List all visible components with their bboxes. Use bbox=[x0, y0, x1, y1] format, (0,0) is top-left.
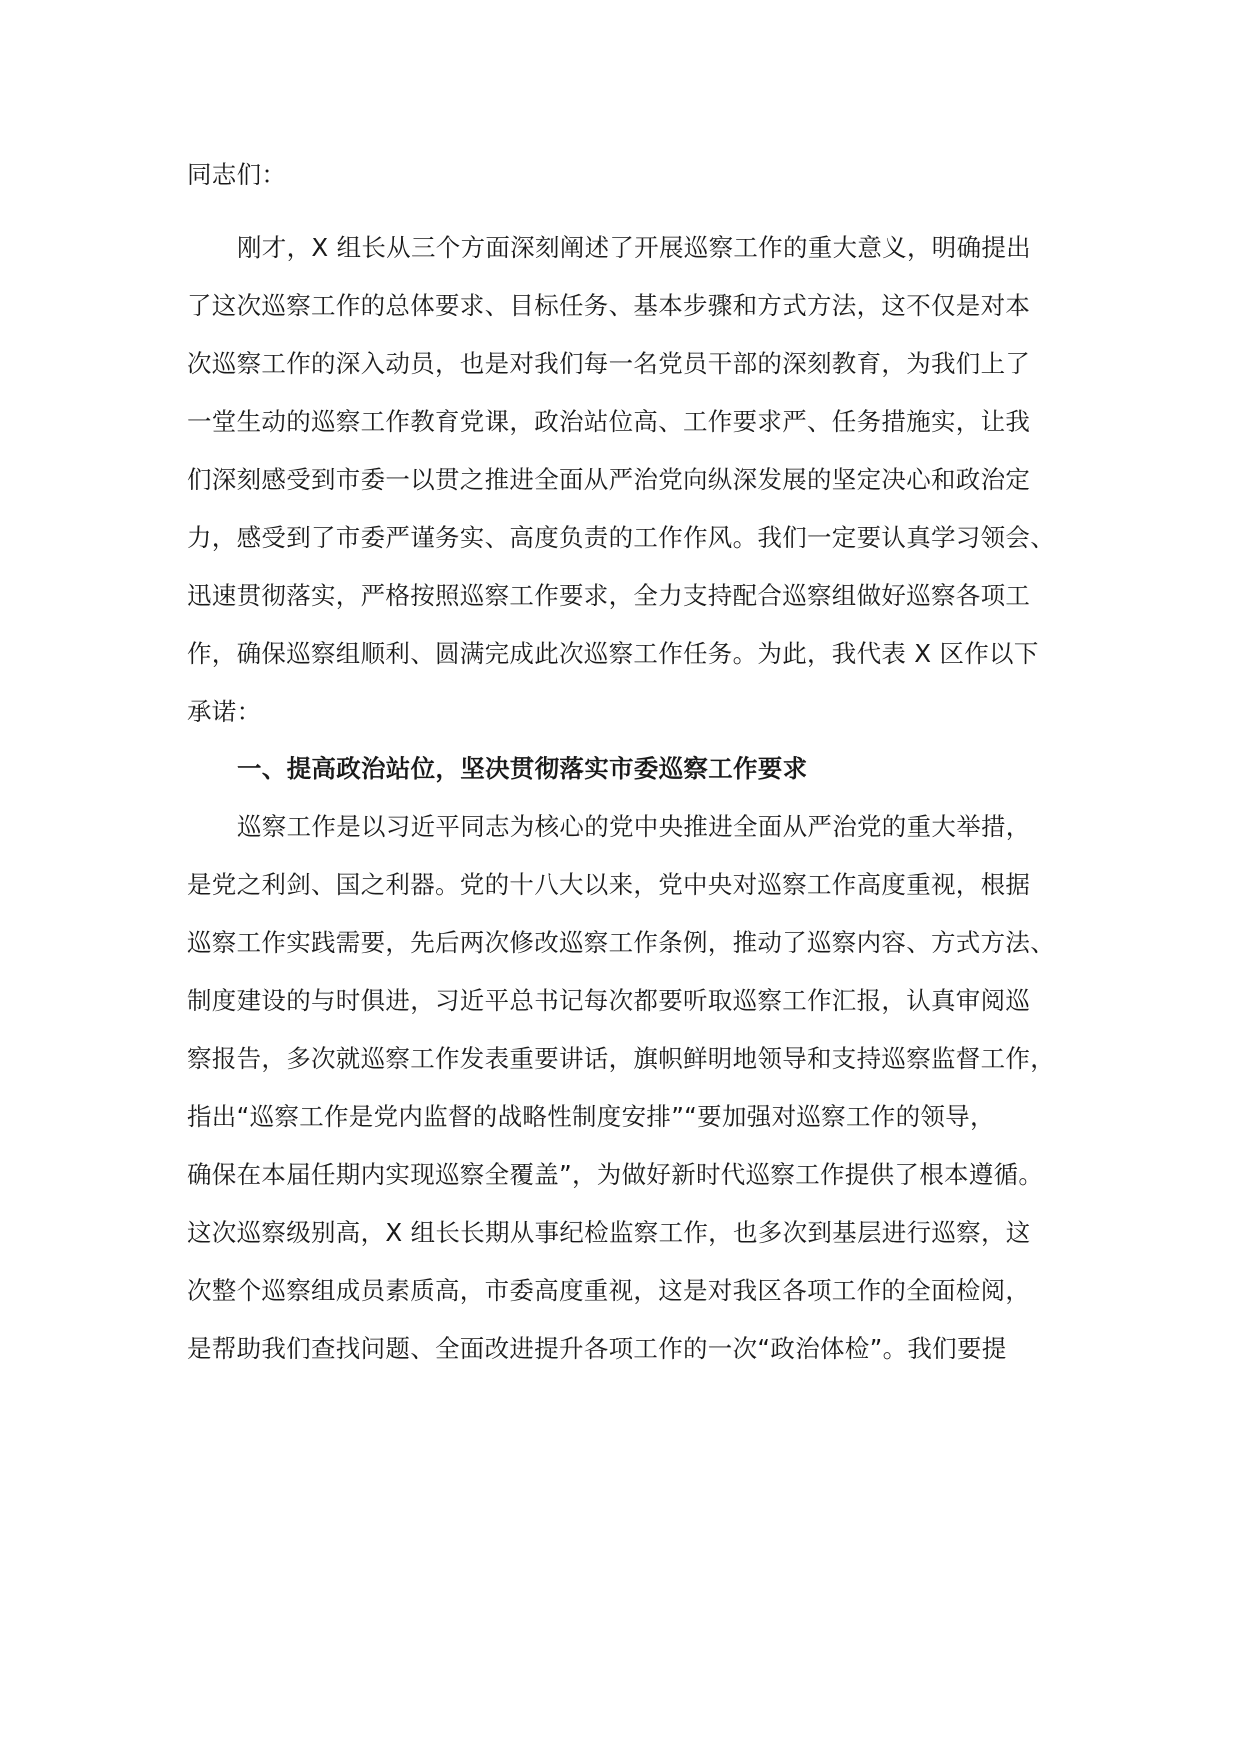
paragraph-2-line: 察报告，多次就巡察工作发表重要讲话，旗帜鲜明地领导和支持巡察监督工作， bbox=[187, 1044, 1055, 1073]
salutation: 同志们： bbox=[187, 160, 287, 189]
paragraph-2-line: 是党之利剑、国之利器。党的十八大以来，党中央对巡察工作高度重视，根据 bbox=[187, 870, 1031, 899]
paragraph-2-line: 巡察工作实践需要，先后两次修改巡察工作条例，推动了巡察内容、方式方法、 bbox=[187, 928, 1055, 957]
paragraph-2-line: 确保在本届任期内实现巡察全覆盖”，为做好新时代巡察工作提供了根本遵循。 bbox=[187, 1160, 1044, 1189]
paragraph-2-line: 巡察工作是以习近平同志为核心的党中央推进全面从严治党的重大举措， bbox=[237, 812, 1031, 841]
paragraph-1-line: 们深刻感受到市委一以贯之推进全面从严治党向纵深发展的坚定决心和政治定 bbox=[187, 465, 1031, 494]
section-heading: 一、提高政治站位，坚决贯彻落实市委巡察工作要求 bbox=[237, 754, 808, 783]
paragraph-1-line: 了这次巡察工作的总体要求、目标任务、基本步骤和方式方法，这不仅是对本 bbox=[187, 291, 1031, 320]
paragraph-2-line: 这次巡察级别高，X 组长长期从事纪检监察工作，也多次到基层进行巡察，这 bbox=[187, 1218, 1031, 1247]
paragraph-1-line: 次巡察工作的深入动员，也是对我们每一名党员干部的深刻教育，为我们上了 bbox=[187, 349, 1031, 378]
paragraph-2-line: 是帮助我们查找问题、全面改进提升各项工作的一次“政治体检”。我们要提 bbox=[187, 1334, 1007, 1363]
paragraph-1-line: 一堂生动的巡察工作教育党课，政治站位高、工作要求严、任务措施实，让我 bbox=[187, 407, 1031, 436]
paragraph-1-line: 力，感受到了市委严谨务实、高度负责的工作作风。我们一定要认真学习领会、 bbox=[187, 523, 1055, 552]
paragraph-2-line: 次整个巡察组成员素质高，市委高度重视，这是对我区各项工作的全面检阅， bbox=[187, 1276, 1031, 1305]
paragraph-1-line: 承诺： bbox=[187, 697, 262, 726]
paragraph-2-line: 指出“巡察工作是党内监督的战略性制度安排”“要加强对巡察工作的领导， bbox=[187, 1102, 995, 1131]
paragraph-2-line: 制度建设的与时俱进，习近平总书记每次都要听取巡察工作汇报，认真审阅巡 bbox=[187, 986, 1031, 1015]
paragraph-1-line: 迅速贯彻落实，严格按照巡察工作要求，全力支持配合巡察组做好巡察各项工 bbox=[187, 581, 1031, 610]
paragraph-1-line: 刚才，X 组长从三个方面深刻阐述了开展巡察工作的重大意义，明确提出 bbox=[237, 233, 1031, 262]
paragraph-1-line: 作，确保巡察组顺利、圆满完成此次巡察工作任务。为此，我代表 X 区作以下 bbox=[187, 639, 1039, 668]
